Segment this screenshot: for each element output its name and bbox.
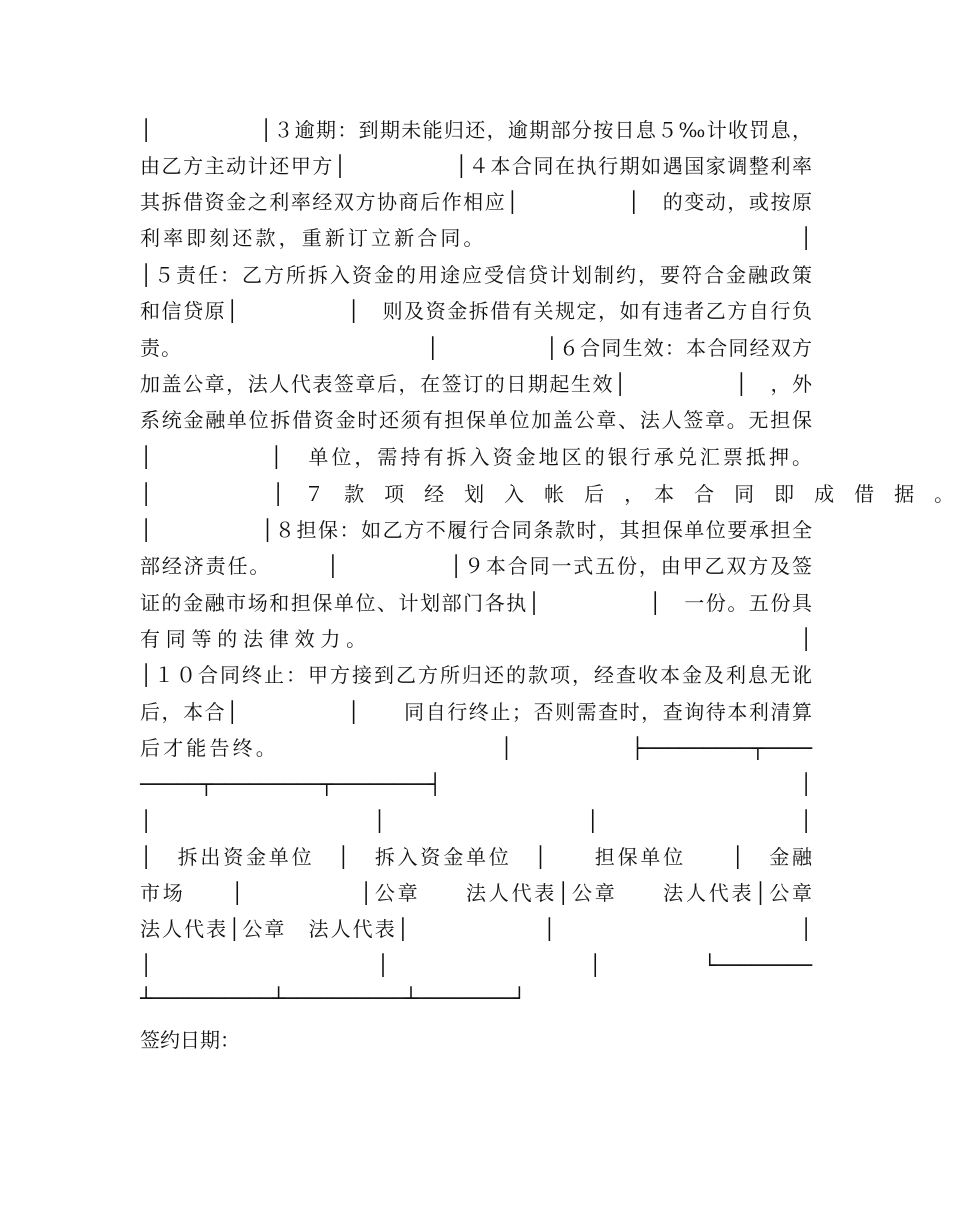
text-line: ─────┬─────────┬────────┤ │ [140,772,812,796]
text-line: 和信贷原│ │ 则及资金拆借有关规定，如有违者乙方自行负 [140,299,812,323]
text-line: 有同等的法律效力。 │ [140,627,812,651]
text-line: 后，本合│ │ 同自行终止；否则需查时，查询待本利清算 [140,700,812,724]
text-line: 系统金融单位拆借资金时还须有担保单位加盖公章、法人签章。无担保 [140,408,812,432]
text-line: │１０合同终止：甲方接到乙方所归还的款项，经查收本金及利息无讹 [140,663,812,687]
text-line: 责。 │ │６合同生效：本合同经双方 [140,336,812,360]
text-line: │ │ │ │ [140,809,812,833]
text-line: │ │ 单位，需持有拆入资金地区的银行承兑汇票抵押。 [140,445,812,469]
signing-date-label: 签约日期： [140,1028,240,1052]
text-line: 后才能告终。 │ ├─────────┬──── [140,736,812,760]
text-line: │ │３逾期：到期未能归还，逾期部分按日息５‰计收罚息， [140,118,812,142]
text-line: │ │ ７ 款 项 经 划 入 帐 后 ， 本 合 同 即 成 借 据 。 [140,482,954,506]
text-line: 部经济责任。 │ │９本合同一式五份，由甲乙双方及签 [140,554,812,578]
text-line: ┴──────────┴──────────┴────────┘ [140,986,526,1010]
text-line: 市场 │ │公章 法人代表│公章 法人代表│公章 [140,881,812,905]
text-line: 利率即刻还款，重新订立新合同。 │ [140,226,812,250]
text-line: 法人代表│公章 法人代表│ │ │ [140,917,812,941]
text-line: 由乙方主动计还甲方│ │４本合同在执行期如遇国家调整利率 [140,154,812,178]
text-line: │ │ │ └──────── [140,953,812,977]
text-line: 证的金融市场和担保单位、计划部门各执│ │ 一份。五份具 [140,591,812,615]
text-line: 加盖公章，法人代表签章后，在签订的日期起生效│ │ ，外 [140,372,812,396]
text-line: │ 拆出资金单位 │ 拆入资金单位 │ 担保单位 │ 金融 [140,845,812,869]
text-line: 其拆借资金之利率经双方协商后作相应│ │ 的变动，或按原 [140,190,812,214]
text-line: │５责任：乙方所拆入资金的用途应受信贷计划制约，要符合金融政策 [140,263,812,287]
text-line: │ │８担保：如乙方不履行合同条款时，其担保单位要承担全 [140,518,812,542]
